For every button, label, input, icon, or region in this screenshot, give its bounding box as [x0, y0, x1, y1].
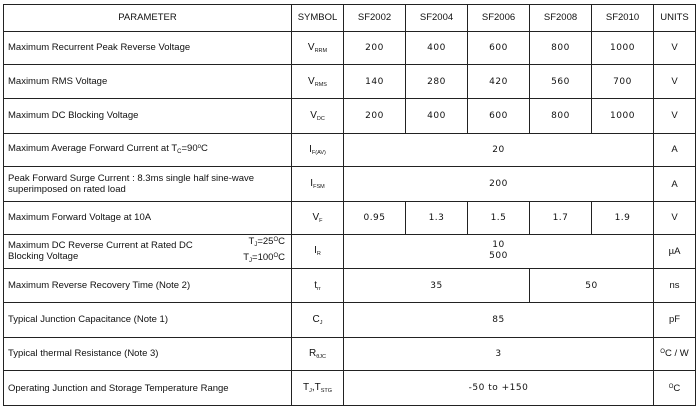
header-model: SF2006: [468, 5, 530, 32]
row-vf: [4, 201, 696, 234]
parameter-label: Typical Junction Capacitance (Note 1): [4, 302, 292, 337]
value-cell: 3: [344, 337, 654, 371]
value-cell: 1.7: [530, 201, 592, 234]
value-cell: 20: [344, 133, 654, 167]
value-cell: 560: [530, 65, 592, 99]
row-vdc: [4, 98, 696, 133]
symbol-cell: $V_{DC}$: [292, 98, 344, 133]
row-vrms: [4, 65, 696, 99]
value-cell: 600: [468, 98, 530, 133]
ir-conditions: $T_J=25^OC$ $T_J=100^OC$: [243, 236, 285, 265]
value-cell: 35: [344, 269, 530, 303]
row-rth: [4, 337, 696, 371]
unit-cell: ns: [654, 269, 696, 303]
parameter-label: [4, 234, 292, 269]
parameter-label: Maximum Recurrent Peak Reverse Voltage: [4, 31, 292, 65]
value-cell: 50: [530, 269, 654, 303]
unit-cell: A: [654, 167, 696, 202]
parameter-label: Maximum Forward Voltage at 10A: [4, 201, 292, 234]
symbol-cell: $C_J$: [292, 302, 344, 337]
value-cell: 400: [406, 31, 468, 65]
symbol-cell: $R_{\theta JC}$: [292, 337, 344, 371]
value-cell: 700: [592, 65, 654, 99]
parameter-label: Operating Junction and Storage Temperature Range: [4, 371, 292, 406]
unit-cell: $^O$C / W: [654, 337, 696, 371]
value-cell: 200: [344, 98, 406, 133]
symbol-cell: $I_{FSM}$: [292, 167, 344, 202]
value-cell: 200: [344, 167, 654, 202]
row-ir: [4, 234, 696, 269]
row-ifsm: [4, 167, 696, 202]
symbol-cell: $V_{RRM}$: [292, 31, 344, 65]
value-cell: 1000: [592, 98, 654, 133]
value-cell: 200: [344, 31, 406, 65]
row-temp: [4, 371, 696, 406]
value-cell: 420: [468, 65, 530, 99]
ir-description: Maximum DC Reverse Current at Rated DC Blocking Voltage: [8, 240, 193, 263]
value-cell: 400: [406, 98, 468, 133]
unit-cell: V: [654, 201, 696, 234]
symbol-cell: $t_{rr}$: [292, 269, 344, 303]
value-cell: 1.5: [468, 201, 530, 234]
parameter-label: Peak Forward Surge Current : 8.3ms single half sine-wave superimposed on rated load: [4, 167, 292, 202]
header-units: UNITS: [654, 5, 696, 32]
value-cell: -50 to +150: [344, 371, 654, 406]
header-model: SF2010: [592, 5, 654, 32]
unit-cell: pF: [654, 302, 696, 337]
value-cell: 1.3: [406, 201, 468, 234]
value-cell: 1000: [592, 31, 654, 65]
value-cell: 800: [530, 98, 592, 133]
unit-cell: V: [654, 65, 696, 99]
value-cell: 0.95: [344, 201, 406, 234]
symbol-cell: $I_R$: [292, 234, 344, 269]
row-cj: [4, 302, 696, 337]
header-model: SF2002: [344, 5, 406, 32]
unit-cell: $^O$C: [654, 371, 696, 406]
parameter-label: Maximum Average Forward Current at $T_C=90^oC$: [4, 133, 292, 167]
header-model: SF2004: [406, 5, 468, 32]
unit-cell: V: [654, 31, 696, 65]
value-cell: 280: [406, 65, 468, 99]
symbol-cell: $V_F$: [292, 201, 344, 234]
value-cell: 1.9: [592, 201, 654, 234]
row-ifav: [4, 133, 696, 167]
unit-cell: A: [654, 133, 696, 167]
value-cell: 140: [344, 65, 406, 99]
parameter-label: Typical thermal Resistance (Note 3): [4, 337, 292, 371]
symbol-cell: $T_J,T_{STG}$: [292, 371, 344, 406]
unit-cell: µA: [654, 234, 696, 269]
value-cell: 10 500: [344, 234, 654, 269]
header-parameter: PARAMETER: [4, 5, 292, 32]
header-model: SF2008: [530, 5, 592, 32]
symbol-cell: $V_{RMS}$: [292, 65, 344, 99]
value-cell: 600: [468, 31, 530, 65]
row-vrrm: [4, 31, 696, 65]
value-cell: 85: [344, 302, 654, 337]
header-symbol: SYMBOL: [292, 5, 344, 32]
parameter-label: Maximum Reverse Recovery Time (Note 2): [4, 269, 292, 303]
parameter-label: Maximum RMS Voltage: [4, 65, 292, 99]
ratings-table: [3, 4, 696, 406]
symbol-cell: $I_{F(AV)}$: [292, 133, 344, 167]
value-cell: 800: [530, 31, 592, 65]
row-trr: [4, 269, 696, 303]
unit-cell: V: [654, 98, 696, 133]
header-row: [4, 5, 696, 32]
parameter-label: Maximum DC Blocking Voltage: [4, 98, 292, 133]
